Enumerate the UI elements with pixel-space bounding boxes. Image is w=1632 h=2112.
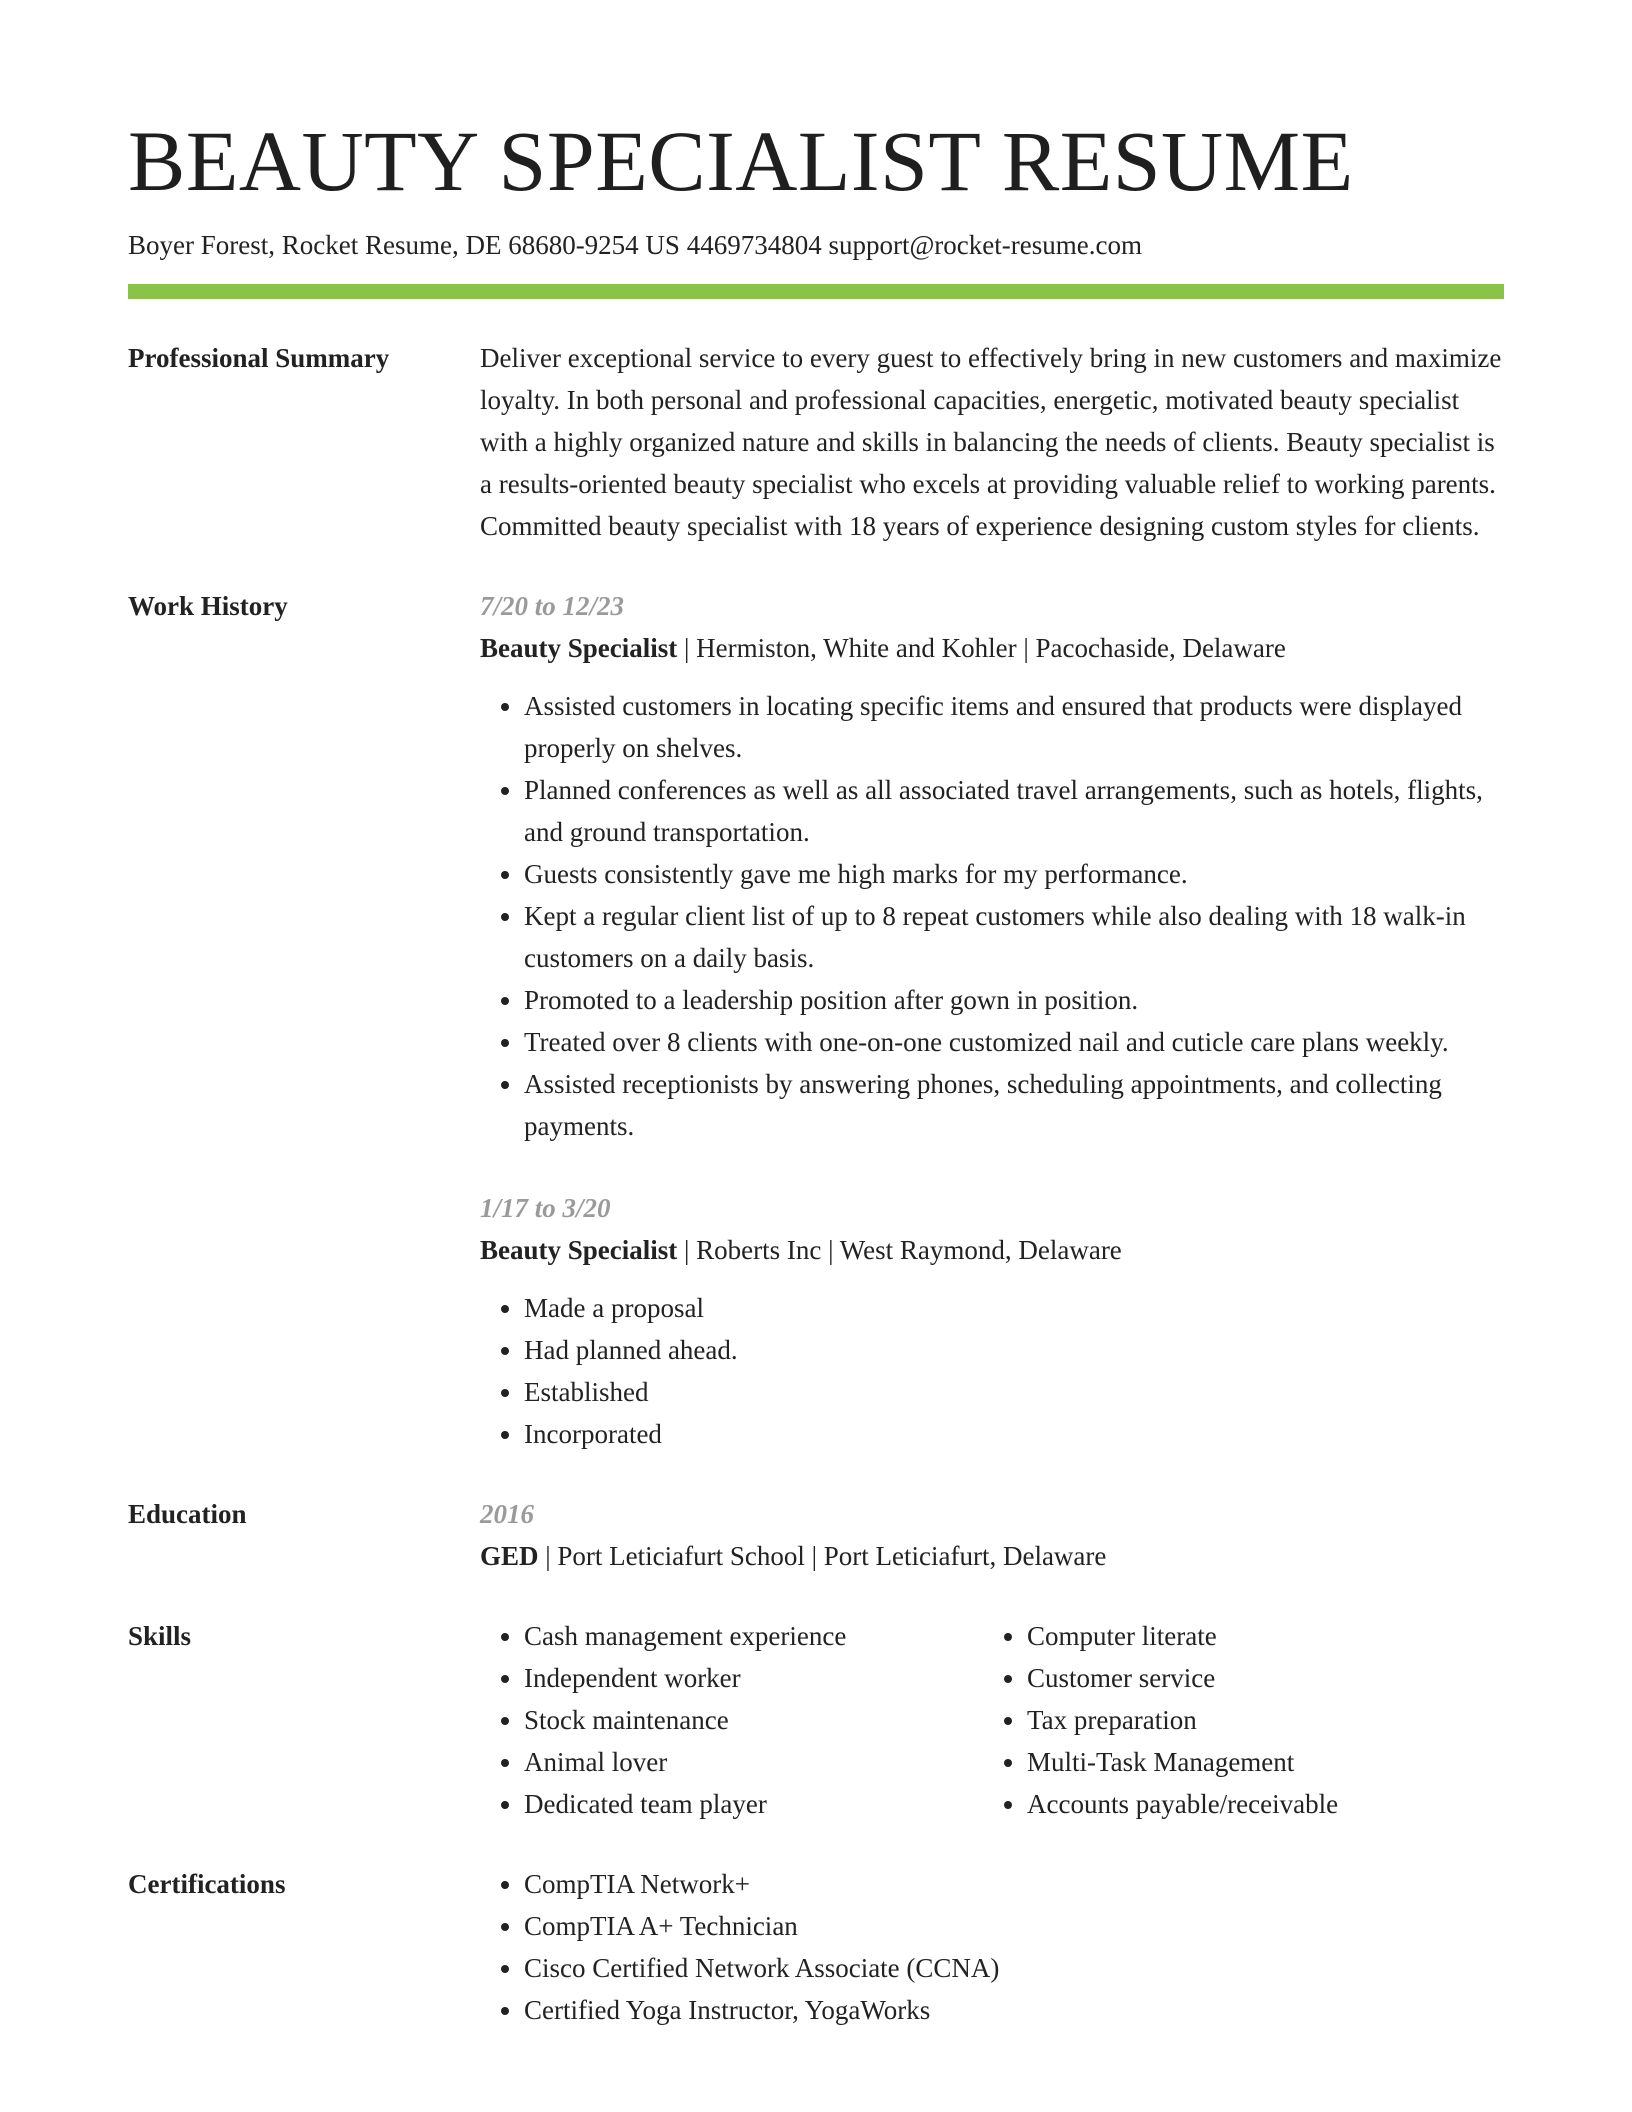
list-item: • Incorporated	[524, 1413, 1504, 1455]
list-item: • CompTIA Network+	[524, 1863, 1504, 1905]
section-body	[480, 585, 1504, 1455]
section-label: Education	[128, 1499, 247, 1529]
list-item: • Treated over 8 clients with one-on-one customized nail and cuticle care plans weekly.	[524, 1021, 1504, 1063]
section-label: Skills	[128, 1621, 192, 1651]
section-certifications	[128, 1863, 1504, 2031]
skills-column-left	[480, 1615, 983, 1825]
skills-grid	[480, 1615, 1504, 1825]
skills-list	[480, 1615, 983, 1825]
list-item: • Made a proposal	[524, 1287, 1504, 1329]
list-item: • CompTIA A+ Technician	[524, 1905, 1504, 1947]
list-item: • Assisted receptionists by answering phones, scheduling appointments, and collecting payments.	[524, 1063, 1504, 1147]
resume-title: BEAUTY SPECIALIST RESUME	[128, 113, 1354, 209]
skills-list	[983, 1615, 1486, 1825]
job-heading	[480, 1229, 1504, 1271]
section-body	[480, 1615, 1504, 1825]
list-item: • Animal lover	[524, 1741, 983, 1783]
job-bullets	[480, 1287, 1504, 1455]
skills-column-right	[983, 1615, 1486, 1825]
list-item: • Assisted customers in locating specific items and ensured that products were displayed properly on shelves.	[524, 685, 1504, 769]
list-item: • Accounts payable/receivable	[1027, 1783, 1486, 1825]
education-degree: GED	[480, 1541, 539, 1571]
resume-page	[128, 113, 1504, 2069]
education-heading	[480, 1535, 1504, 1577]
resume-sections	[128, 337, 1504, 2031]
list-item: • Independent worker	[524, 1657, 983, 1699]
list-item: • Multi-Task Management	[1027, 1741, 1486, 1783]
section-skills	[128, 1615, 1504, 1825]
section-body	[480, 1493, 1504, 1577]
list-item: • Dedicated team player	[524, 1783, 983, 1825]
list-item: • Stock maintenance	[524, 1699, 983, 1741]
accent-divider	[128, 284, 1504, 299]
contact-line: Boyer Forest, Rocket Resume, DE 68680-9254 US 4469734804 support@rocket-resume.com	[128, 230, 1142, 260]
job-dates: 7/20 to 12/23	[480, 591, 625, 621]
section-professional-summary	[128, 337, 1504, 547]
list-item: • Kept a regular client list of up to 8 repeat customers while also dealing with 18 walk-in customers on a daily basis.	[524, 895, 1504, 979]
job-entry	[480, 1187, 1504, 1455]
summary-text: Deliver exceptional service to every guest to effectively bring in new customers and maximize loyalty. In both personal and professional capacities, energetic, motivated beauty specialist with a highly organized nature and skills in balancing the needs of clients. Beauty specialist is a results-oriented beauty specialist who excels at providing valuable relief to working parents. Committed beauty specialist with 18 years of experience designing custom styles for clients.	[480, 343, 1502, 541]
list-item: • Customer service	[1027, 1657, 1486, 1699]
section-label: Certifications	[128, 1869, 286, 1899]
job-role: Beauty Specialist	[480, 1235, 678, 1265]
job-dates: 1/17 to 3/20	[480, 1193, 611, 1223]
section-body	[480, 1863, 1504, 2031]
list-item: • Planned conferences as well as all associated travel arrangements, such as hotels, flights, and ground transportation.	[524, 769, 1504, 853]
job-entry	[480, 585, 1504, 1147]
job-role: Beauty Specialist	[480, 633, 678, 663]
job-details: | Hermiston, White and Kohler | Pacochaside, Delaware	[677, 633, 1286, 663]
list-item: • Had planned ahead.	[524, 1329, 1504, 1371]
education-year: 2016	[480, 1499, 534, 1529]
list-item: • Guests consistently gave me high marks for my performance.	[524, 853, 1504, 895]
section-work-history	[128, 585, 1504, 1455]
job-bullets	[480, 685, 1504, 1147]
certifications-list	[480, 1863, 1504, 2031]
list-item: • Promoted to a leadership position after gown in position.	[524, 979, 1504, 1021]
section-label: Work History	[128, 591, 288, 621]
list-item: • Cisco Certified Network Associate (CCNA)	[524, 1947, 1504, 1989]
list-item: • Computer literate	[1027, 1615, 1486, 1657]
list-item: • Cash management experience	[524, 1615, 983, 1657]
section-education	[128, 1493, 1504, 1577]
section-label: Professional Summary	[128, 343, 390, 373]
job-details: | Roberts Inc | West Raymond, Delaware	[677, 1235, 1122, 1265]
list-item: • Tax preparation	[1027, 1699, 1486, 1741]
education-details: | Port Leticiafurt School | Port Leticiafurt, Delaware	[538, 1541, 1107, 1571]
job-heading	[480, 627, 1504, 669]
list-item: • Certified Yoga Instructor, YogaWorks	[524, 1989, 1504, 2031]
section-body	[480, 337, 1504, 547]
list-item: • Established	[524, 1371, 1504, 1413]
